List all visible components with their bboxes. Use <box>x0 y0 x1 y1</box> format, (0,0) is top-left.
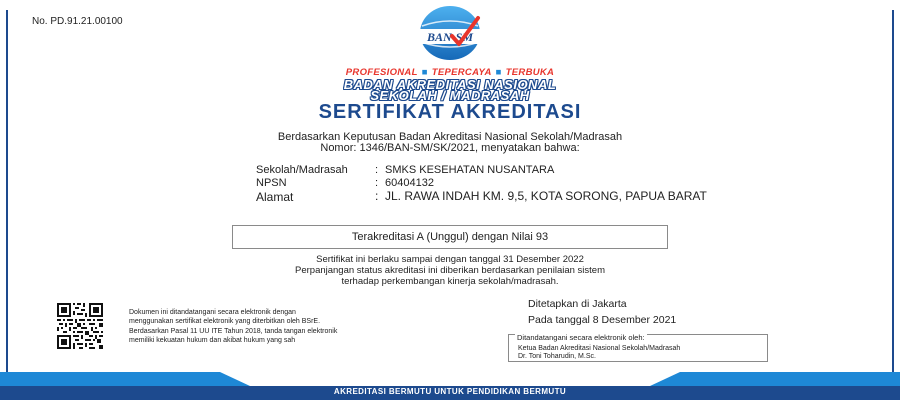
signer-title: Ketua Badan Akreditasi Nasional Sekolah/Madrasah <box>518 345 681 352</box>
esign-note-line1: Dokumen ini ditandatangani secara elektronik dengan <box>129 309 296 316</box>
issued-date: Pada tanggal 8 Desember 2021 <box>528 314 677 326</box>
issued-place: Ditetapkan di Jakarta <box>528 298 627 310</box>
tagline-part: TERBUKA <box>505 67 555 78</box>
certificate-title: SERTIFIKAT AKREDITASI <box>318 101 582 123</box>
certificate-number: No. PD.91.21.00100 <box>32 16 123 27</box>
npsn-label: NPSN <box>256 177 287 189</box>
tagline-separator-icon: ■ <box>495 67 502 78</box>
validity-line3: terhadap perkembangan kinerja sekolah/madrasah. <box>341 276 559 287</box>
intro-line1: Berdasarkan Keputusan Badan Akreditasi Nasional Sekolah/Madrasah <box>277 131 623 143</box>
school-value: SMKS KESEHATAN NUSANTARA <box>385 164 555 176</box>
npsn-value: 60404132 <box>385 177 434 189</box>
organization-name-line2: SEKOLAH / MADRASAH <box>370 88 530 103</box>
validity-line1: Sertifikat ini berlaku sampai dengan tanggal 31 Desember 2022 <box>316 254 584 265</box>
school-label: Sekolah/Madrasah <box>256 164 348 176</box>
tagline-part: PROFESIONAL <box>345 67 418 78</box>
address-value: JL. RAWA INDAH KM. 9,5, KOTA SORONG, PAPUA BARAT <box>385 189 707 203</box>
organization-name-line1: BADAN AKREDITASI NASIONAL <box>343 77 557 92</box>
colon: : <box>375 164 379 176</box>
colon: : <box>375 177 379 189</box>
signature-heading: Ditandatangani secara elektronik oleh: <box>517 333 645 342</box>
esign-note-line4: memiliki kekuatan hukum dan akibat hukum yang sah <box>129 337 296 344</box>
esign-note-line2: menggunakan sertifikat elektronik yang diterbitkan oleh BSrE. <box>129 318 321 325</box>
signer-name: Dr. Toni Toharudin, M.Sc. <box>518 353 596 360</box>
footer-slogan: AKREDITASI BERMUTU UNTUK PENDIDIKAN BERMUTU <box>333 387 567 396</box>
validity-line2: Perpanjangan status akreditasi ini diberikan berdasarkan penilaian sistem <box>295 265 605 276</box>
ban-sm-globe-logo-icon <box>406 2 494 64</box>
qr-code-icon <box>57 303 103 349</box>
esign-note-line3: Berdasarkan Pasal 11 UU ITE Tahun 2018, tanda tangan elektronik <box>129 328 338 335</box>
colon: : <box>375 189 379 203</box>
accreditation-result: Terakreditasi A (Unggul) dengan Nilai 93 <box>232 225 668 249</box>
tagline-separator-icon: ■ <box>421 67 428 78</box>
address-label: Alamat <box>256 190 294 204</box>
intro-line2: Nomor: 1346/BAN-SM/SK/2021, menyatakan bahwa: <box>320 142 580 154</box>
tagline-part: TEPERCAYA <box>431 67 492 78</box>
logo-text: BAN-SM <box>426 30 474 44</box>
